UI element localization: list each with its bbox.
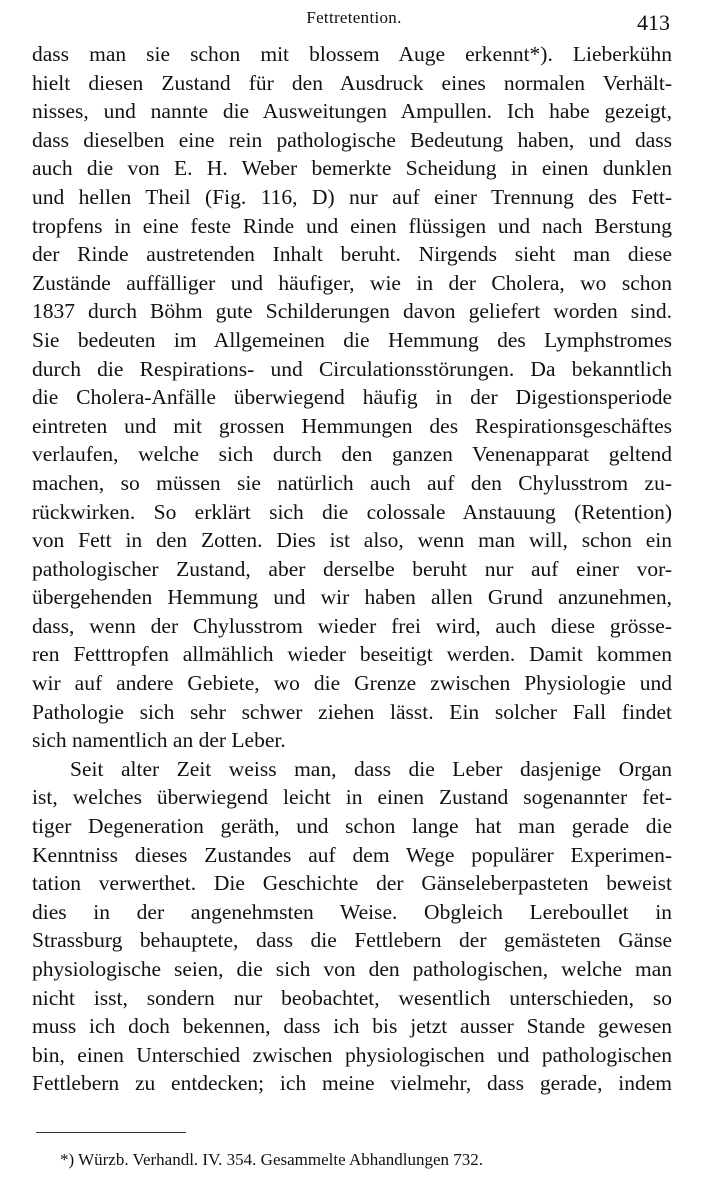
text-line: der Rinde austretenden Inhalt beruht. Nirgends sieht man diese	[32, 242, 672, 267]
text-line: Kenntniss dieses Zustandes auf dem Wege populärer Experimen-	[32, 842, 672, 867]
text-line: pathologischer Zustand, aber derselbe beruht nur auf einer vor-	[32, 556, 672, 581]
text-line: machen, so müssen sie natürlich auch auf den Chylusstrom zu-	[32, 470, 672, 495]
text-line: durch die Respirations- und Circulationsstörungen. Da bekanntlich	[32, 356, 672, 381]
text-line: Pathologie sich sehr schwer ziehen lässt. Ein solcher Fall findet	[32, 699, 672, 724]
text-line: auch die von E. H. Weber bemerkte Scheidung in einen dunklen	[32, 156, 672, 181]
text-line: Fettlebern zu entdecken; ich meine vielmehr, dass gerade, indem	[32, 1071, 672, 1096]
text-line: wir auf andere Gebiete, wo die Grenze zwischen Physiologie und	[32, 671, 672, 696]
text-line: ist, welches überwiegend leicht in einen Zustand sogenannter fet-	[32, 785, 672, 810]
footnote-divider	[36, 1132, 186, 1133]
text-line: tropfens in eine feste Rinde und einen flüssigen und nach Berstung	[32, 213, 672, 238]
text-line: die Cholera-Anfälle überwiegend häufig in der Digestionsperiode	[32, 385, 672, 410]
paragraph-start-line: Seit alter Zeit weiss man, dass die Leber dasjenige Organ	[70, 756, 672, 781]
text-line: 1837 durch Böhm gute Schilderungen davon geliefert worden sind.	[32, 299, 672, 324]
text-line: nisses, und nannte die Ausweitungen Ampullen. Ich habe gezeigt,	[32, 99, 672, 124]
text-line: Zustände auffälliger und häufiger, wie in der Cholera, wo schon	[32, 270, 672, 295]
text-line: von Fett in den Zotten. Dies ist also, wenn man will, schon ein	[32, 528, 672, 553]
text-line: dass man sie schon mit blossem Auge erkennt*). Lieberkühn	[32, 42, 672, 66]
paragraph-end-line: sich namentlich an der Leber.	[32, 728, 286, 753]
text-line: physiologische seien, die sich von den pathologischen, welche man	[32, 957, 672, 981]
text-line: Strassburg behauptete, dass die Fettlebern der gemästeten Gänse	[32, 928, 672, 953]
text-line: Sie bedeuten im Allgemeinen die Hemmung des Lymphstromes	[32, 327, 672, 352]
text-line: bin, einen Unterschied zwischen physiologischen und pathologischen	[32, 1042, 672, 1067]
page-number: 413	[637, 10, 670, 35]
text-line: muss ich doch bekennen, dass ich bis jetzt ausser Stande gewesen	[32, 1014, 672, 1039]
text-line: tation verwerthet. Die Geschichte der Gänseleberpasteten beweist	[32, 871, 672, 896]
running-title: Fettretention.	[306, 8, 402, 27]
footnote: *) Würzb. Verhandl. IV. 354. Gesammelte Abhandlungen 732.	[60, 1150, 484, 1169]
body-text	[32, 40, 672, 1098]
text-line: dies in der angenehmsten Weise. Obgleich Lereboullet in	[32, 899, 672, 924]
text-line: eintreten und mit grossen Hemmungen des Respirationsgeschäftes	[32, 413, 672, 438]
text-line: dass, wenn der Chylusstrom wieder frei wird, auch diese grösse-	[32, 613, 672, 638]
text-line: verlaufen, welche sich durch den ganzen Venenapparat geltend	[32, 442, 672, 467]
text-line: übergehenden Hemmung und wir haben allen Grund anzunehmen,	[32, 585, 672, 610]
text-line: ren Fetttropfen allmählich wieder beseitigt werden. Damit kommen	[32, 642, 672, 667]
text-line: dass dieselben eine rein pathologische Bedeutung haben, und dass	[32, 127, 672, 152]
text-line: rückwirken. So erklärt sich die colossale Anstauung (Retention)	[32, 499, 672, 524]
text-line: nicht isst, sondern nur beobachtet, wesentlich unterschieden, so	[32, 985, 672, 1010]
text-line: und hellen Theil (Fig. 116, D) nur auf einer Trennung des Fett-	[32, 184, 672, 209]
text-line: tiger Degeneration geräth, und schon lange hat man gerade die	[32, 814, 672, 839]
text-line: hielt diesen Zustand für den Ausdruck eines normalen Verhält-	[32, 70, 672, 95]
page-header	[0, 6, 708, 36]
